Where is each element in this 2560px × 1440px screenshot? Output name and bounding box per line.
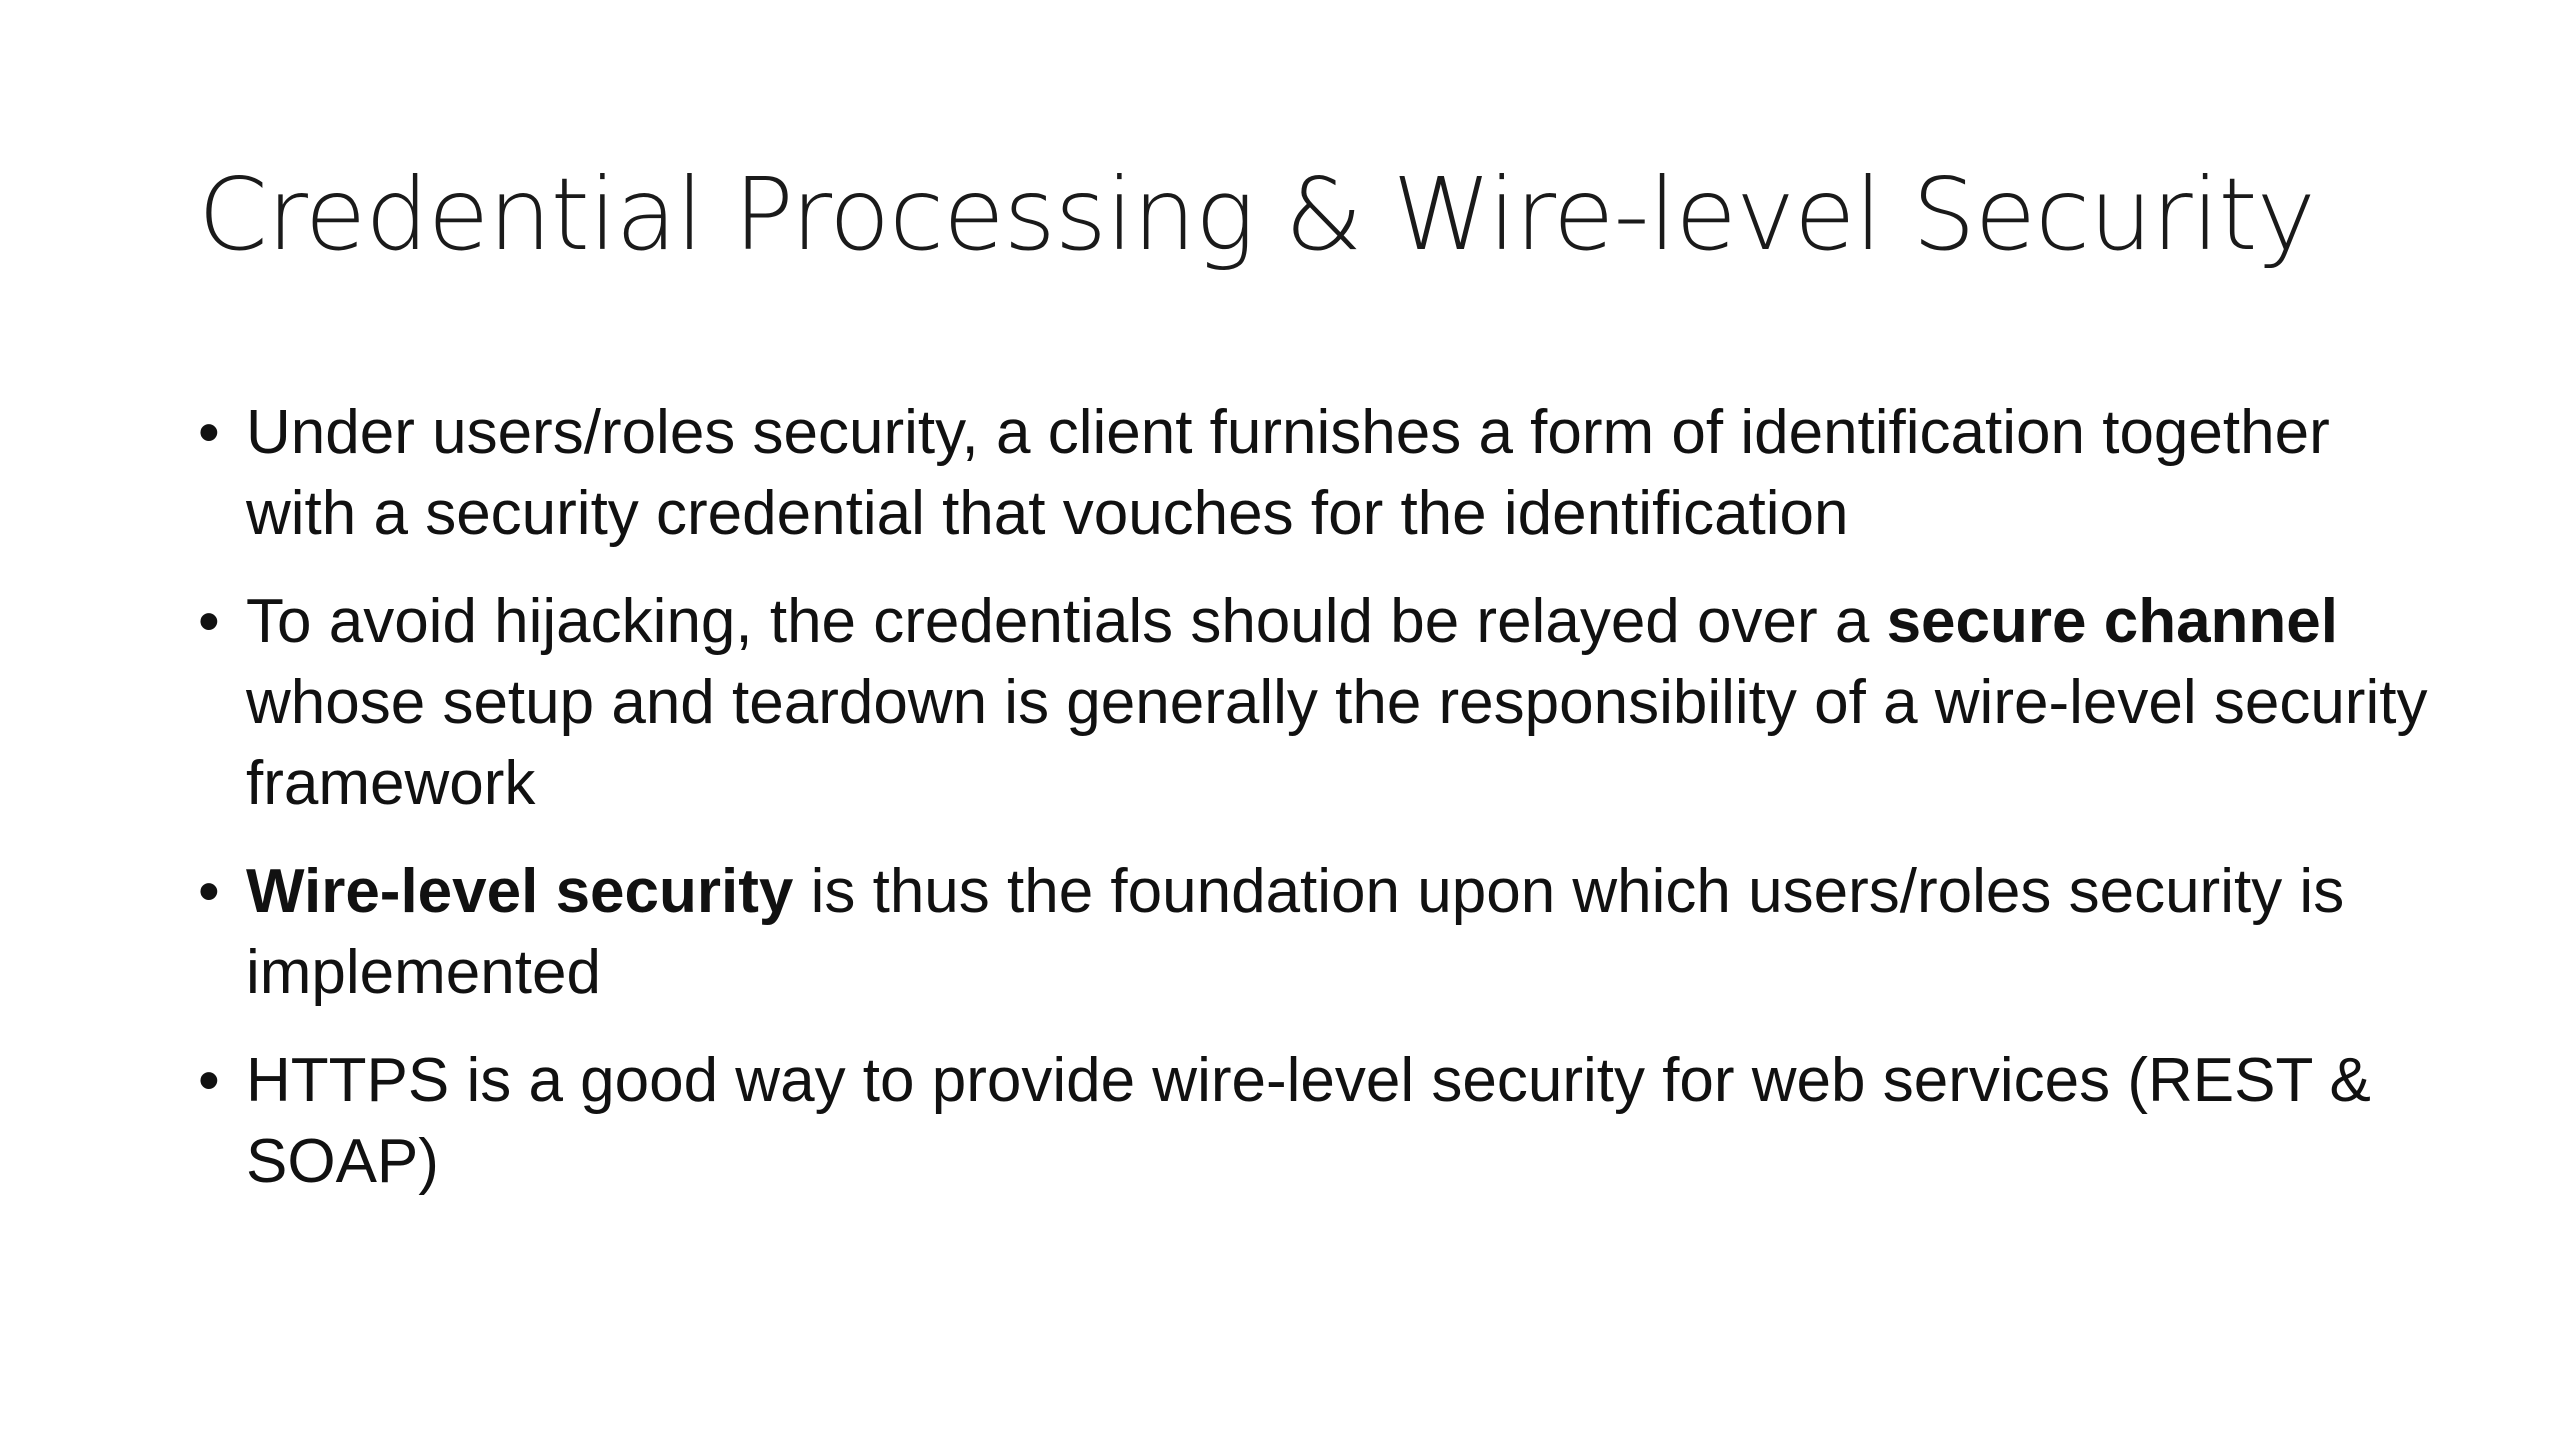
bullet-list — [198, 392, 2428, 1229]
bullet-dot-icon: • — [198, 587, 220, 656]
bullet-text: is thus the foundation upon which users/roles security is implemented — [246, 857, 2345, 1007]
bullet-text: To avoid hijacking, the credentials should be relayed over a — [246, 587, 1887, 656]
bullet-dot-icon: • — [198, 857, 220, 926]
bullet-text: HTTPS is a good way to provide wire-level security for web services (REST & SOAP) — [246, 1046, 2371, 1196]
bullet-dot-icon: • — [198, 1046, 220, 1115]
bullet-text: Under users/roles security, a client furnishes a form of identification together with a security credential that vouches for the identification — [246, 398, 2330, 548]
slide-title: Credential Processing & Wire-level Security — [198, 156, 2315, 273]
bullet-item — [198, 581, 2428, 824]
bullet-item — [198, 851, 2428, 1013]
bullet-dot-icon: • — [198, 398, 220, 467]
bullet-text: whose setup and teardown is generally the responsibility of a wire-level security framework — [246, 668, 2428, 818]
bullet-text-bold: Wire-level security — [246, 857, 794, 926]
bullet-text-bold: secure channel — [1886, 587, 2338, 656]
bullet-item — [198, 1040, 2428, 1202]
bullet-item — [198, 392, 2428, 554]
